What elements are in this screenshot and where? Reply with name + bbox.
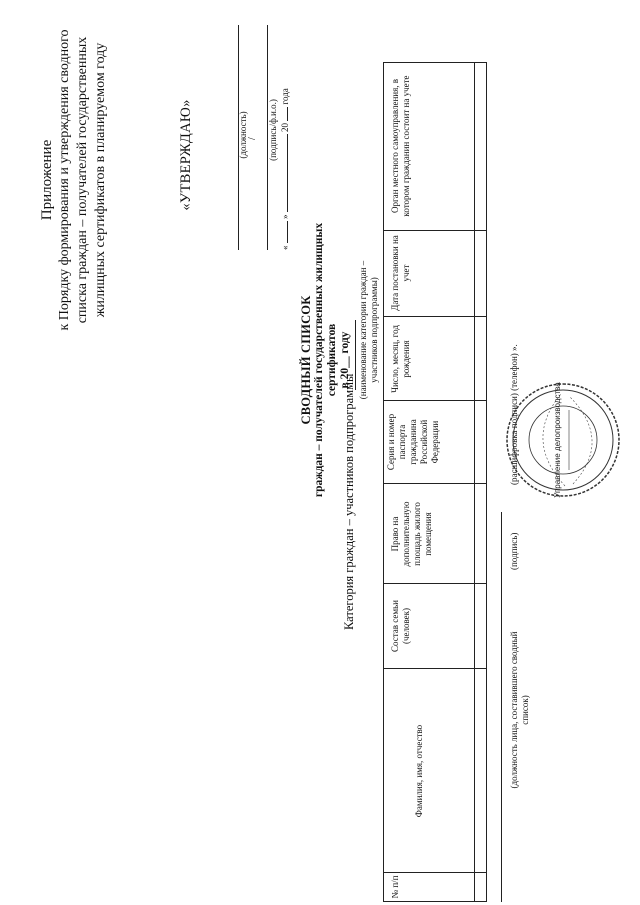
position-caption: (должность) [238, 111, 248, 159]
footer-signature-caption: (подпись) [509, 532, 519, 570]
category-caption: (наименование категории граждан – участников подпрограммы) [358, 260, 379, 400]
appendix-line: списка граждан – получателей государственных [75, 36, 90, 324]
signature-slash: / [247, 137, 258, 140]
stamp-text: Управление делопроизводства [553, 382, 562, 498]
header-family: Состав семьи (человек) [390, 600, 411, 652]
footer-contact-caption: (расшифровка подписи) (телефон) ». [509, 344, 519, 485]
official-stamp [503, 380, 623, 500]
signature-caption: (подпись/ф.и.о.) [268, 99, 278, 161]
table-col-divider [384, 316, 486, 317]
signature-line [257, 25, 268, 250]
appendix-line: к Порядку формирования и утверждения сводного [57, 29, 72, 331]
appendix-line: жилищных сертификатов в планируемом году [93, 42, 108, 318]
header-authority: Орган местного самоуправления, в котором гражданин состоит на учете [390, 75, 411, 217]
header-number: № п/п [390, 875, 400, 899]
table-col-divider [384, 583, 486, 584]
table-row-divider [474, 63, 475, 901]
header-passport: Серия и номер паспорта гражданина Российской Федерации [386, 413, 440, 471]
header-extra-area: Право на дополнительную площадь жилого помещения [390, 501, 433, 567]
header-registration: Дата постановки на учет [390, 235, 411, 311]
header-full-name: Фамилия, имя, отчество [414, 724, 424, 818]
category-line [354, 320, 356, 390]
footer-signature-line [500, 512, 502, 902]
header-birth-date: Число, месяц, год рождения [390, 325, 411, 393]
table-col-divider [384, 483, 486, 484]
recipients-table [383, 62, 487, 902]
year-word: года [280, 88, 290, 105]
year-prefix: 20 [280, 123, 290, 132]
table-col-divider [384, 872, 486, 873]
approval-title: «УТВЕРЖДАЮ» [178, 99, 194, 211]
approval-date-row [280, 20, 290, 250]
table-col-divider [384, 668, 486, 669]
date-quote-open: « [280, 245, 290, 250]
table-col-divider [384, 230, 486, 231]
table-col-divider [384, 400, 486, 401]
footer-position-caption: (должность лица, составившего сводный список) [509, 631, 530, 789]
category-label: Категория граждан – участников подпрограммы [342, 373, 356, 630]
appendix-header [38, 20, 110, 340]
title-line-2: граждан – получателей государственных жилищных сертификатов [313, 222, 338, 498]
title-line-1: СВОДНЫЙ СПИСОК [299, 295, 313, 425]
date-quote-close: » [280, 214, 290, 219]
title-line-3: в 20__ году [339, 331, 351, 389]
appendix-title: Приложение [39, 139, 55, 221]
